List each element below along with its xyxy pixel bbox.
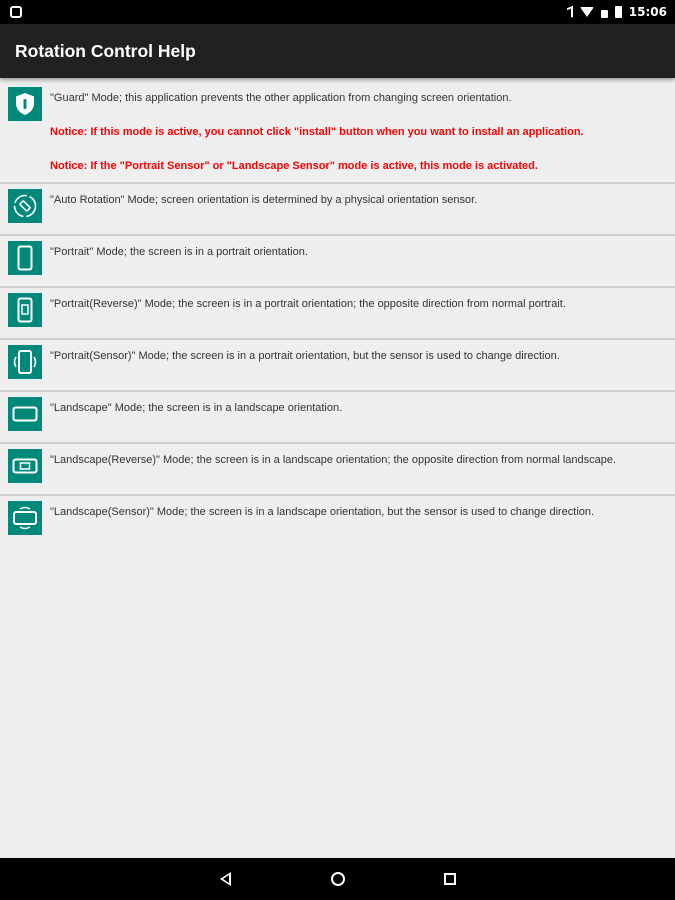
portrait-icon — [8, 241, 42, 275]
landscape-sensor-icon — [8, 501, 42, 535]
help-item-text: "Landscape(Reverse)" Mode; the screen is in a landscape orientation; the opposite direction from normal landscape. — [50, 454, 617, 466]
help-item-text: "Guard" Mode; this application prevents the other application from changing screen orientation. — [50, 92, 512, 104]
status-icons — [567, 5, 667, 19]
help-item-portrait-sensor — [0, 340, 675, 392]
back-icon — [220, 872, 231, 886]
help-item-text: "Landscape(Sensor)" Mode; the screen is in a landscape orientation, but the sensor is used to change direction. — [50, 506, 595, 518]
wifi-icon — [580, 7, 594, 17]
bluetooth-icon — [567, 5, 573, 18]
clock: 15:06 — [628, 5, 667, 19]
help-item-landscape-sensor — [0, 496, 675, 548]
recents-icon — [444, 873, 456, 885]
battery-icon — [615, 6, 622, 18]
help-item-portrait — [0, 236, 675, 288]
back-button[interactable] — [206, 858, 246, 900]
notice-text: Notice: If the "Portrait Sensor" or "Landscape Sensor" mode is active, this mode is activated. — [50, 160, 538, 172]
help-item-portrait-reverse — [0, 288, 675, 340]
help-item-text: "Portrait" Mode; the screen is in a portrait orientation. — [50, 246, 308, 258]
help-item-guard — [0, 82, 675, 184]
help-list — [0, 82, 675, 548]
help-item-text: "Auto Rotation" Mode; screen orientation is determined by a physical orientation sensor. — [50, 194, 478, 206]
help-item-text: "Portrait(Sensor)" Mode; the screen is in a portrait orientation, but the sensor is used to change direction. — [50, 350, 560, 362]
portrait-reverse-icon — [8, 293, 42, 327]
page-title: Rotation Control Help — [15, 40, 196, 61]
app-bar — [0, 24, 675, 78]
landscape-icon — [8, 397, 42, 431]
navigation-bar — [0, 858, 675, 900]
status-bar — [0, 0, 675, 24]
portrait-sensor-icon — [8, 345, 42, 379]
auto-rotation-icon — [8, 189, 42, 223]
recents-button[interactable] — [430, 858, 470, 900]
help-item-landscape-reverse — [0, 444, 675, 496]
help-item-text: "Landscape" Mode; the screen is in a landscape orientation. — [50, 402, 343, 414]
home-button[interactable] — [318, 858, 358, 900]
guard-shield-icon — [8, 87, 42, 121]
help-item-auto-rotation — [0, 184, 675, 236]
lock-icon — [601, 10, 608, 18]
help-item-landscape — [0, 392, 675, 444]
help-item-text: "Portrait(Reverse)" Mode; the screen is in a portrait orientation; the opposite direction from normal portrait. — [50, 298, 566, 310]
notification-icon — [10, 6, 22, 18]
notice-text: Notice: If this mode is active, you cannot click "install" button when you want to install an application. — [50, 126, 584, 138]
home-icon — [331, 872, 345, 886]
landscape-reverse-icon — [8, 449, 42, 483]
